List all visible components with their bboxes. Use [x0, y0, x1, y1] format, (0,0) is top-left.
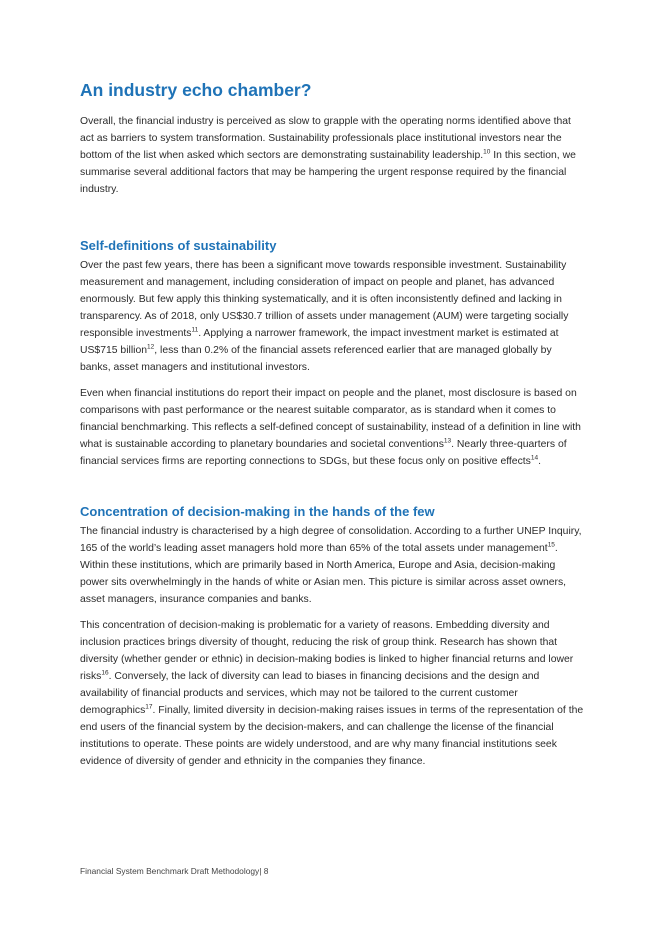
- text-run: . Conversely, the lack of diversity can lead to biases in financing decisions and the design and availability of financial products and services, which may not be tailored to the current customer demographics: [80, 671, 540, 716]
- footer-document-title: Financial System Benchmark Draft Methodology: [80, 866, 260, 876]
- text-run: In this section, we summarise several additional factors that may be hampering the urgent response required by the financial industry.: [80, 150, 576, 195]
- spacer: [80, 198, 584, 237]
- paragraph-self-definitions-1: [80, 257, 584, 376]
- paragraph-self-definitions-2: [80, 385, 584, 470]
- page-footer: [80, 866, 268, 876]
- text-run: Even when financial institutions do report their impact on people and the planet, most disclosure is based on comparisons with past performance or the nearest suitable comparator, as is standard when it comes to financial benchmarking. This reflects a self-defined concept of sustainability, instead of a definition in line with what is sustainable according to planetary boundaries and societal conventions: [80, 388, 581, 450]
- paragraph-concentration-1: [80, 523, 584, 608]
- footnote-ref[interactable]: 13: [443, 437, 452, 445]
- footnote-ref[interactable]: 12: [147, 343, 155, 351]
- text-run: . Within these institutions, which are primarily based in North America, Europe and Asia, decision-making power sits overwhelmingly in the hands of white or Asian men. This picture is similar across asset owners, asset managers, insurance companies and banks.: [80, 543, 567, 605]
- footnote-ref[interactable]: 16: [101, 669, 109, 677]
- section-title-echo-chamber: An industry echo chamber?: [80, 80, 312, 100]
- text-run: This concentration of decision-making is problematic for a variety of reasons. Embedding diversity and inclusion practices brings diversity of thought, reducing the risk of group think. Research has shown that diversity (whether gender or ethnic) in decision-making bodies is linked to higher financial returns and lower risks: [80, 620, 574, 682]
- footer-page-number: 8: [263, 866, 269, 876]
- footnote-ref[interactable]: 11: [191, 326, 199, 334]
- footnote-ref[interactable]: 15: [547, 541, 555, 549]
- text-run: Over the past few years, there has been a significant move towards responsible investment. Sustainability measurement and management, including consideration of impact on people and planet, has advanced enormously. But few apply this thinking systematically, and it is often inconsistently defined and lacking in transparency. As of 2018, only US$30.7 trillion of assets under management (AUM) were targeting socially responsible investments: [80, 260, 569, 339]
- section-title-concentration: Concentration of decision-making in the hands of the few: [80, 504, 435, 519]
- text-run: . Applying a narrower framework, the impact investment market is estimated at US$715 billion: [80, 328, 559, 356]
- section-title-self-definitions: Self-definitions of sustainability: [80, 238, 277, 253]
- text-run: . Nearly three-quarters of financial services firms are reporting connections to SDGs, but these focus only on positive effects: [80, 439, 567, 467]
- text-run: Overall, the financial industry is perceived as slow to grapple with the operating norms identified above that act as barriers to system transformation. Sustainability professionals place institutional investors near the bottom of the list when asked which sectors are demonstrating sustainability leadership.: [80, 116, 571, 161]
- text-run: . Finally, limited diversity in decision-making raises issues in terms of the representation of the end users of the financial system by the decision-makers, and can challenge the license of the financial institutions to operate. These points are widely understood, and are why many financial institutions seek evidence of diversity of gender and ethnicity in the companies they finance.: [80, 705, 584, 767]
- footnote-ref[interactable]: 14: [530, 454, 539, 462]
- footnote-ref[interactable]: 17: [145, 703, 153, 711]
- text-run: The financial industry is characterised by a high degree of consolidation. According to a further UNEP Inquiry, 165 of the world’s leading asset managers hold more than 65% of the total assets under management: [80, 526, 582, 554]
- paragraph-concentration-2: [80, 617, 584, 770]
- text-run: , less than 0.2% of the financial assets referenced earlier that are managed globally by banks, asset managers and institutional investors.: [80, 345, 552, 373]
- document-page: [80, 78, 584, 770]
- footnote-ref[interactable]: 10: [483, 148, 491, 156]
- spacer: [80, 470, 584, 503]
- text-run: .: [538, 456, 541, 467]
- paragraph-echo-chamber-intro: [80, 113, 584, 198]
- footer-separator: |: [259, 866, 264, 876]
